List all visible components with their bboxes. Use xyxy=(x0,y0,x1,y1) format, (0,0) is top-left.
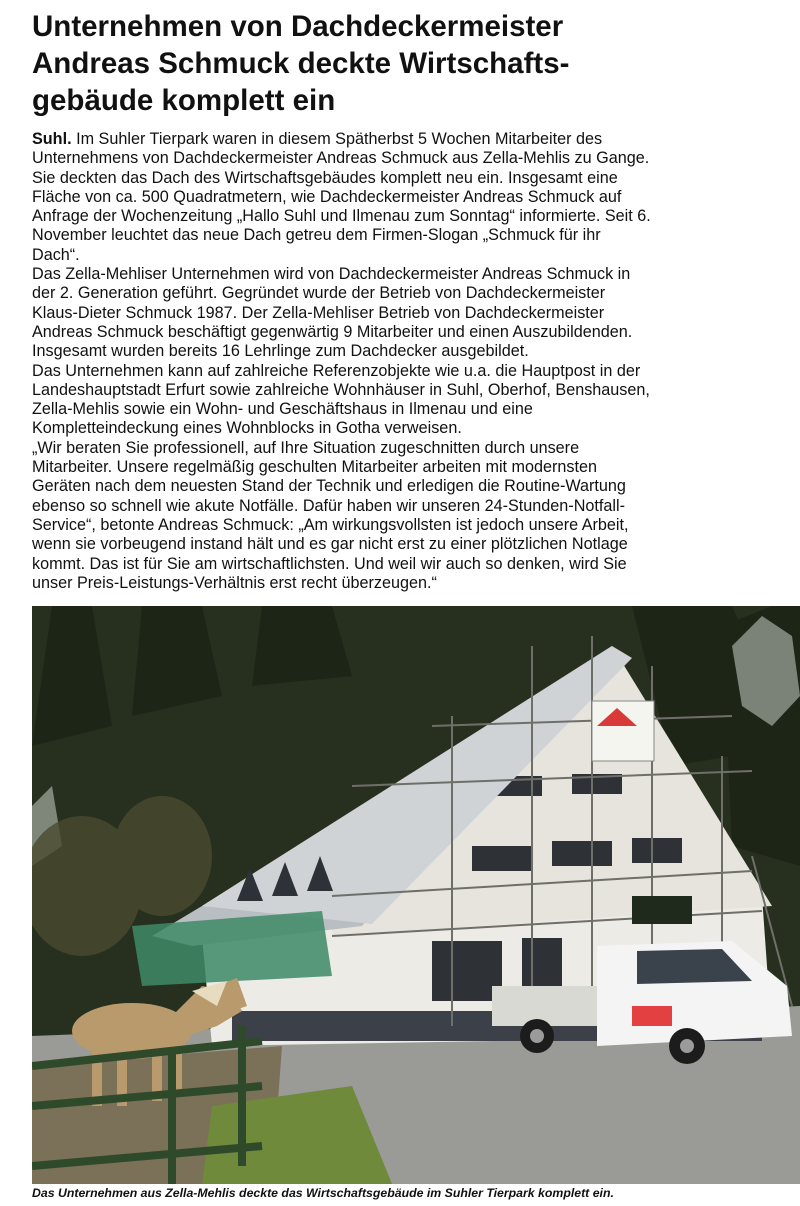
body-line: Zella-Mehlis sowie ein Wohn- und Geschäftshaus in Ilmenau und eine xyxy=(32,400,533,419)
body-line: unser Preis-Leistungs-Verhältnis erst recht überzeugen.“ xyxy=(32,573,437,592)
headline-line: Andreas Schmuck deckte Wirtschafts- xyxy=(32,47,570,80)
body-line: Service“, betonte Andreas Schmuck: „Am wirkungsvollsten ist jedoch unsere Arbeit, xyxy=(32,515,629,534)
body-line: Landeshauptstadt Erfurt sowie zahlreiche Wohnhäuser in Suhl, Oberhof, Benshausen, xyxy=(32,380,650,399)
body-line: Das Zella-Mehliser Unternehmen wird von Dachdeckermeister Andreas Schmuck in xyxy=(32,265,631,284)
photo-caption: Das Unternehmen aus Zella-Mehlis deckte das Wirtschaftsgebäude im Suhler Tierpark komplett ein. xyxy=(32,1186,614,1200)
body-line: „Wir beraten Sie professionell, auf Ihre Situation zugeschnitten durch unsere xyxy=(32,438,580,457)
body-line: Das Unternehmen kann auf zahlreiche Referenzobjekte wie u.a. die Hauptpost in der xyxy=(32,361,641,380)
headline-line: Unternehmen von Dachdeckermeister xyxy=(32,10,564,43)
body-line: ebenso so schnell wie akute Notfälle. Dafür haben wir unseren 24-Stunden-Notfall- xyxy=(32,496,625,515)
body-line: wenn sie vorbeugend instand hält und es gar nicht erst zu einer plötzlichen Notlage xyxy=(32,535,628,554)
company-banner xyxy=(592,701,654,761)
body-line: Unternehmens von Dachdeckermeister Andreas Schmuck aus Zella-Mehlis zu Gange. xyxy=(32,149,650,168)
body-line: Andreas Schmuck beschäftigt gegenwärtig 9 Mitarbeiter und einen Auszubildenden. xyxy=(32,322,633,341)
headline-line: gebäude komplett ein xyxy=(32,84,336,117)
article-headline xyxy=(32,8,772,119)
body-line: Anfrage der Wochenzeitung „Hallo Suhl und Ilmenau zum Sonntag“ informierte. Seit 6. xyxy=(32,207,651,226)
body-line: November leuchtet das neue Dach getreu dem Firmen-Slogan „Schmuck für ihr xyxy=(32,226,601,245)
body-line: Dach“. xyxy=(32,245,80,264)
article-body xyxy=(32,130,732,593)
body-line: Geräten nach dem neuesten Stand der Technik und erledigen die Routine-Wartung xyxy=(32,477,626,496)
body-line: Klaus-Dieter Schmuck 1987. Der Zella-Mehliser Betrieb von Dachdeckermeister xyxy=(32,303,605,322)
body-line: kommt. Das ist für Sie am wirtschaftlichsten. Und weil wir auch so denken, wird Sie xyxy=(32,554,627,573)
body-line: der 2. Generation geführt. Gegründet wurde der Betrieb von Dachdeckermeister xyxy=(32,284,606,303)
body-line: Fläche von ca. 500 Quadratmetern, wie Dachdeckermeister Andreas Schmuck auf xyxy=(32,187,622,206)
body-line: Mitarbeiter. Unsere regelmäßig geschulten Mitarbeiter arbeiten mit modernsten xyxy=(32,458,598,477)
body-line: Kompletteindeckung eines Wohnblocks in Gotha verweisen. xyxy=(32,419,462,438)
photo-illustration xyxy=(32,606,800,1184)
body-line: Sie deckten das Dach des Wirtschaftsgebäudes komplett neu ein. Insgesamt eine xyxy=(32,168,618,187)
dateline: Suhl. xyxy=(32,130,72,148)
article-photo xyxy=(32,606,800,1184)
body-line-text: Im Suhler Tierpark waren in diesem Spätherbst 5 Wochen Mitarbeiter des xyxy=(71,130,603,148)
restaurant-sign xyxy=(632,896,692,924)
body-line: Insgesamt wurden bereits 16 Lehrlinge zum Dachdecker ausgebildet. xyxy=(32,342,529,361)
body-line xyxy=(32,130,732,149)
